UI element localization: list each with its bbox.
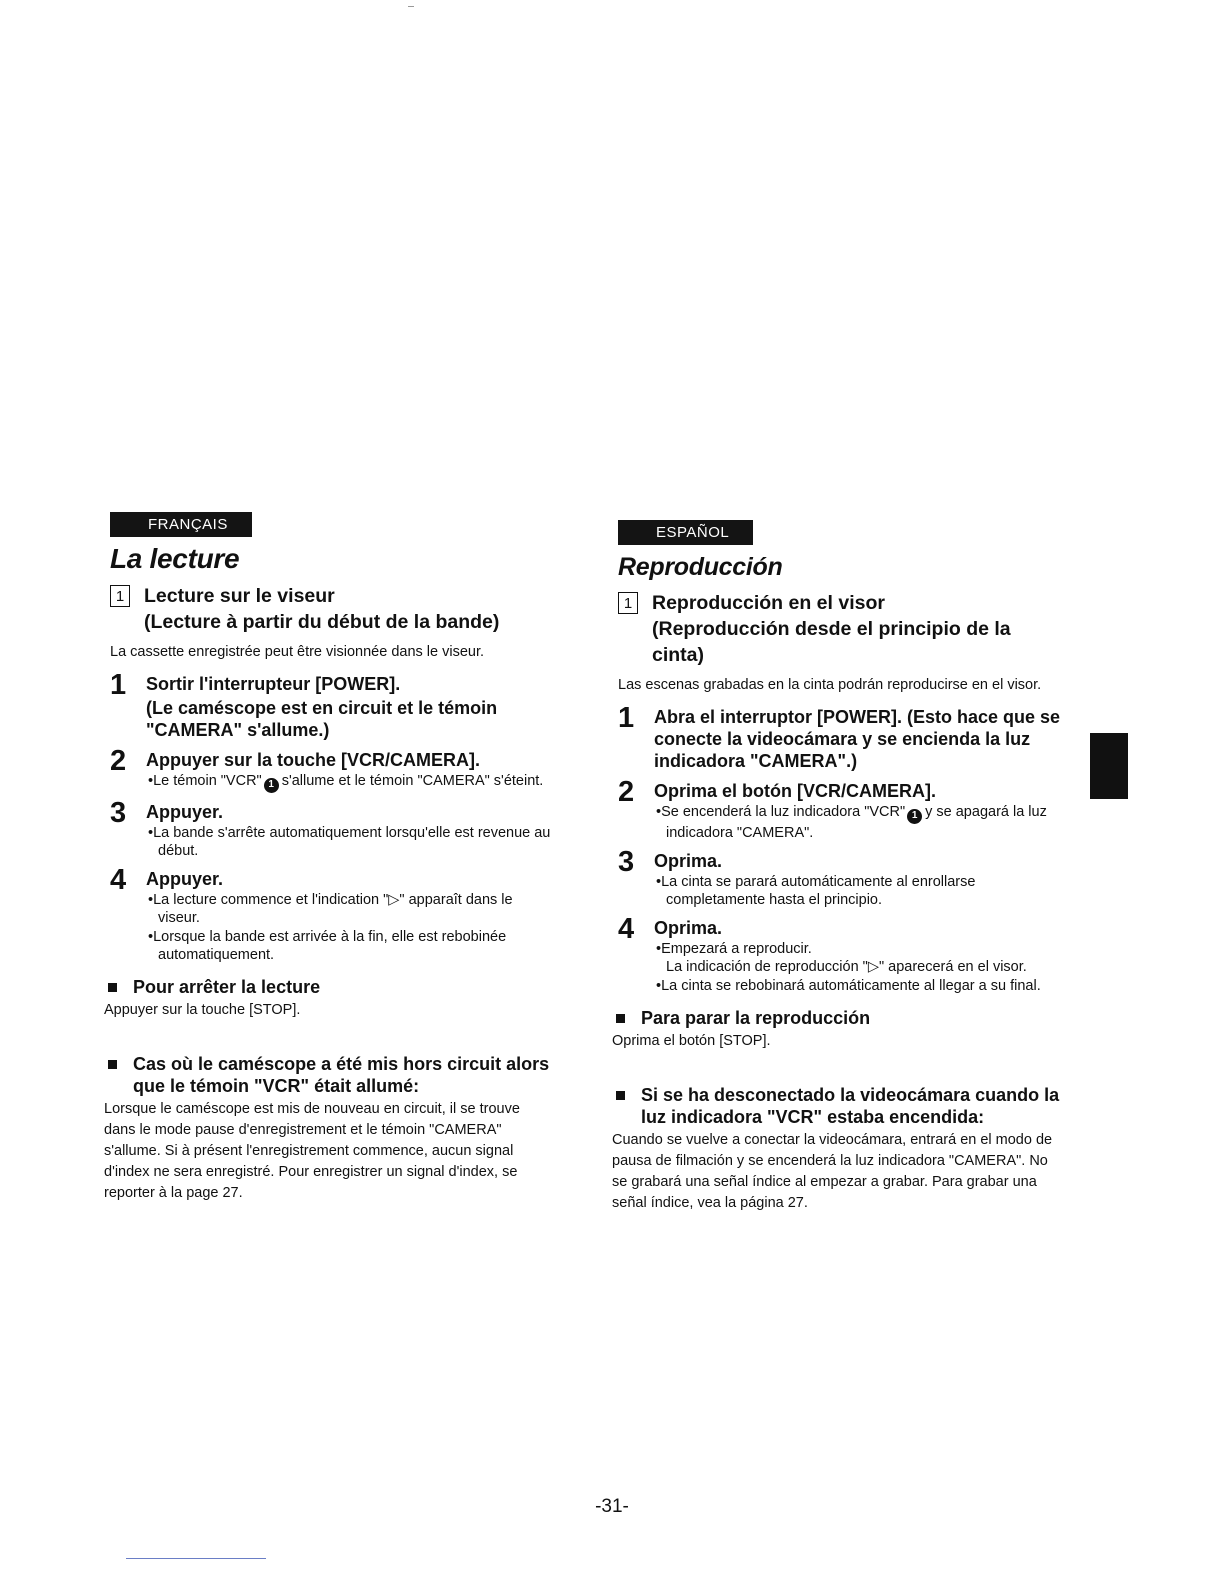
- square-bullet-icon: [616, 1091, 625, 1100]
- step-heading: Appuyer.: [146, 868, 224, 889]
- intro-text: Las escenas grabadas en la cinta podrán reproducirse en el visor.: [618, 677, 1042, 693]
- step-number: 1: [110, 669, 127, 701]
- section-title-spanish: Reproducción: [618, 553, 783, 581]
- subsection-title: Lecture sur le viseur: [144, 585, 335, 607]
- step-heading: Oprima.: [654, 850, 723, 871]
- step-heading-continued: (Le caméscope est en circuit et le témoin "CAMERA" s'allume.): [146, 698, 498, 740]
- case-heading: Si se ha desconectado la videocámara cuando la luz indicadora "VCR" estaba encendida:: [612, 1084, 1062, 1128]
- step-note: • La cinta se rebobinará automáticamente al llegar a su final.: [656, 977, 1062, 995]
- step-2: [110, 745, 554, 793]
- spanish-column: [612, 520, 1062, 1214]
- step-number: 1: [618, 702, 635, 734]
- subsection-subtitle: (Reproducción desde el principio de la cinta): [652, 618, 1011, 666]
- stop-text: Oprima el botón [STOP].: [612, 1032, 771, 1049]
- step-4: [618, 913, 1062, 995]
- step-note: • La bande s'arrête automatiquement lorsqu'elle est revenue au début.: [148, 824, 554, 860]
- step-number: 3: [618, 845, 635, 878]
- case-text: Lorsque le caméscope est mis de nouveau en circuit, il se trouve dans le mode pause d'enregistrement et le témoin "CAMERA" s'allume. Si à présent l'enregistrement commence, aucun signal d'index ne sera enregistré. Pour enregistrer un signal d'index, se reporter à la page 27.: [104, 1100, 520, 1201]
- step-number: 3: [110, 796, 127, 829]
- step-heading: Abra el interruptor [POWER]. (Esto hace que se conecte la videocámara y se encienda la luz indicadora "CAMERA".): [654, 707, 1061, 771]
- step-3: [618, 846, 1062, 909]
- step-note: • La cinta se parará automáticamente al enrollarse completamente hasta el principio.: [656, 873, 1062, 909]
- case-text: Cuando se vuelve a conectar la videocámara, entrará en el modo de pausa de filmación y se encenderá la luz indicadora "CAMERA". No se grabará una señal índice al empezar a grabar. Para grabar una señal índice, vea la página 27.: [612, 1131, 1053, 1211]
- step-heading: Oprima.: [654, 917, 723, 938]
- square-bullet-icon: [108, 983, 117, 992]
- step-note-continued: La indicación de reproducción "▷" aparecerá en el visor.: [666, 958, 1027, 975]
- step-note: • Se encenderá la luz indicadora "VCR" 1 y se apagará la luz indicadora "CAMERA".: [656, 803, 1062, 842]
- stop-text: Appuyer sur la touche [STOP].: [104, 1001, 301, 1018]
- step-3: [110, 797, 554, 860]
- stop-heading: Pour arrêter la lecture: [104, 976, 554, 998]
- french-column: [104, 512, 554, 1204]
- square-bullet-icon: [108, 1060, 117, 1069]
- bottom-rule: [126, 1558, 266, 1559]
- circled-number-icon: 1: [907, 809, 922, 824]
- boxed-number: 1: [618, 592, 638, 614]
- step-number: 4: [110, 863, 127, 896]
- step-heading: Sortir l'interrupteur [POWER].: [146, 674, 401, 694]
- language-badge-spanish: ESPAÑOL: [618, 520, 753, 545]
- subsection-heading-spanish: [618, 590, 1062, 668]
- step-1: [110, 669, 554, 741]
- step-heading: Appuyer sur la touche [VCR/CAMERA].: [146, 750, 481, 770]
- step-4: [110, 864, 554, 964]
- subsection-title: Reproducción en el visor: [652, 592, 885, 614]
- step-2: [618, 776, 1062, 842]
- boxed-number: 1: [110, 585, 130, 607]
- circled-number-icon: 1: [264, 778, 279, 793]
- page-number: -31-: [595, 1496, 629, 1517]
- step-number: 4: [618, 912, 635, 945]
- stop-heading: Para parar la reproducción: [612, 1007, 1062, 1029]
- section-tab-marker: [1090, 733, 1128, 799]
- step-number: 2: [110, 745, 127, 777]
- square-bullet-icon: [616, 1014, 625, 1023]
- language-badge-french: FRANÇAIS: [110, 512, 252, 537]
- step-1: [618, 702, 1062, 772]
- step-note: • Le témoin "VCR" 1 s'allume et le témoin "CAMERA" s'éteint.: [148, 772, 554, 793]
- step-note: • Lorsque la bande est arrivée à la fin, elle est rebobinée automatiquement.: [148, 928, 554, 964]
- subsection-heading-french: [110, 583, 554, 635]
- step-heading: Appuyer.: [146, 801, 224, 822]
- subsection-subtitle: (Lecture à partir du début de la bande): [144, 611, 500, 633]
- case-heading: Cas où le caméscope a été mis hors circuit alors que le témoin "VCR" était allumé:: [104, 1053, 554, 1097]
- step-note: • Empezará a reproducir.: [656, 940, 1062, 958]
- step-number: 2: [618, 776, 635, 808]
- scan-mark: [408, 6, 414, 7]
- intro-text: La cassette enregistrée peut être visionnée dans le viseur.: [110, 644, 485, 660]
- step-heading: Oprima el botón [VCR/CAMERA].: [654, 781, 936, 801]
- step-note: • La lecture commence et l'indication "▷" apparaît dans le viseur.: [148, 891, 554, 927]
- section-title-french: La lecture: [110, 543, 240, 574]
